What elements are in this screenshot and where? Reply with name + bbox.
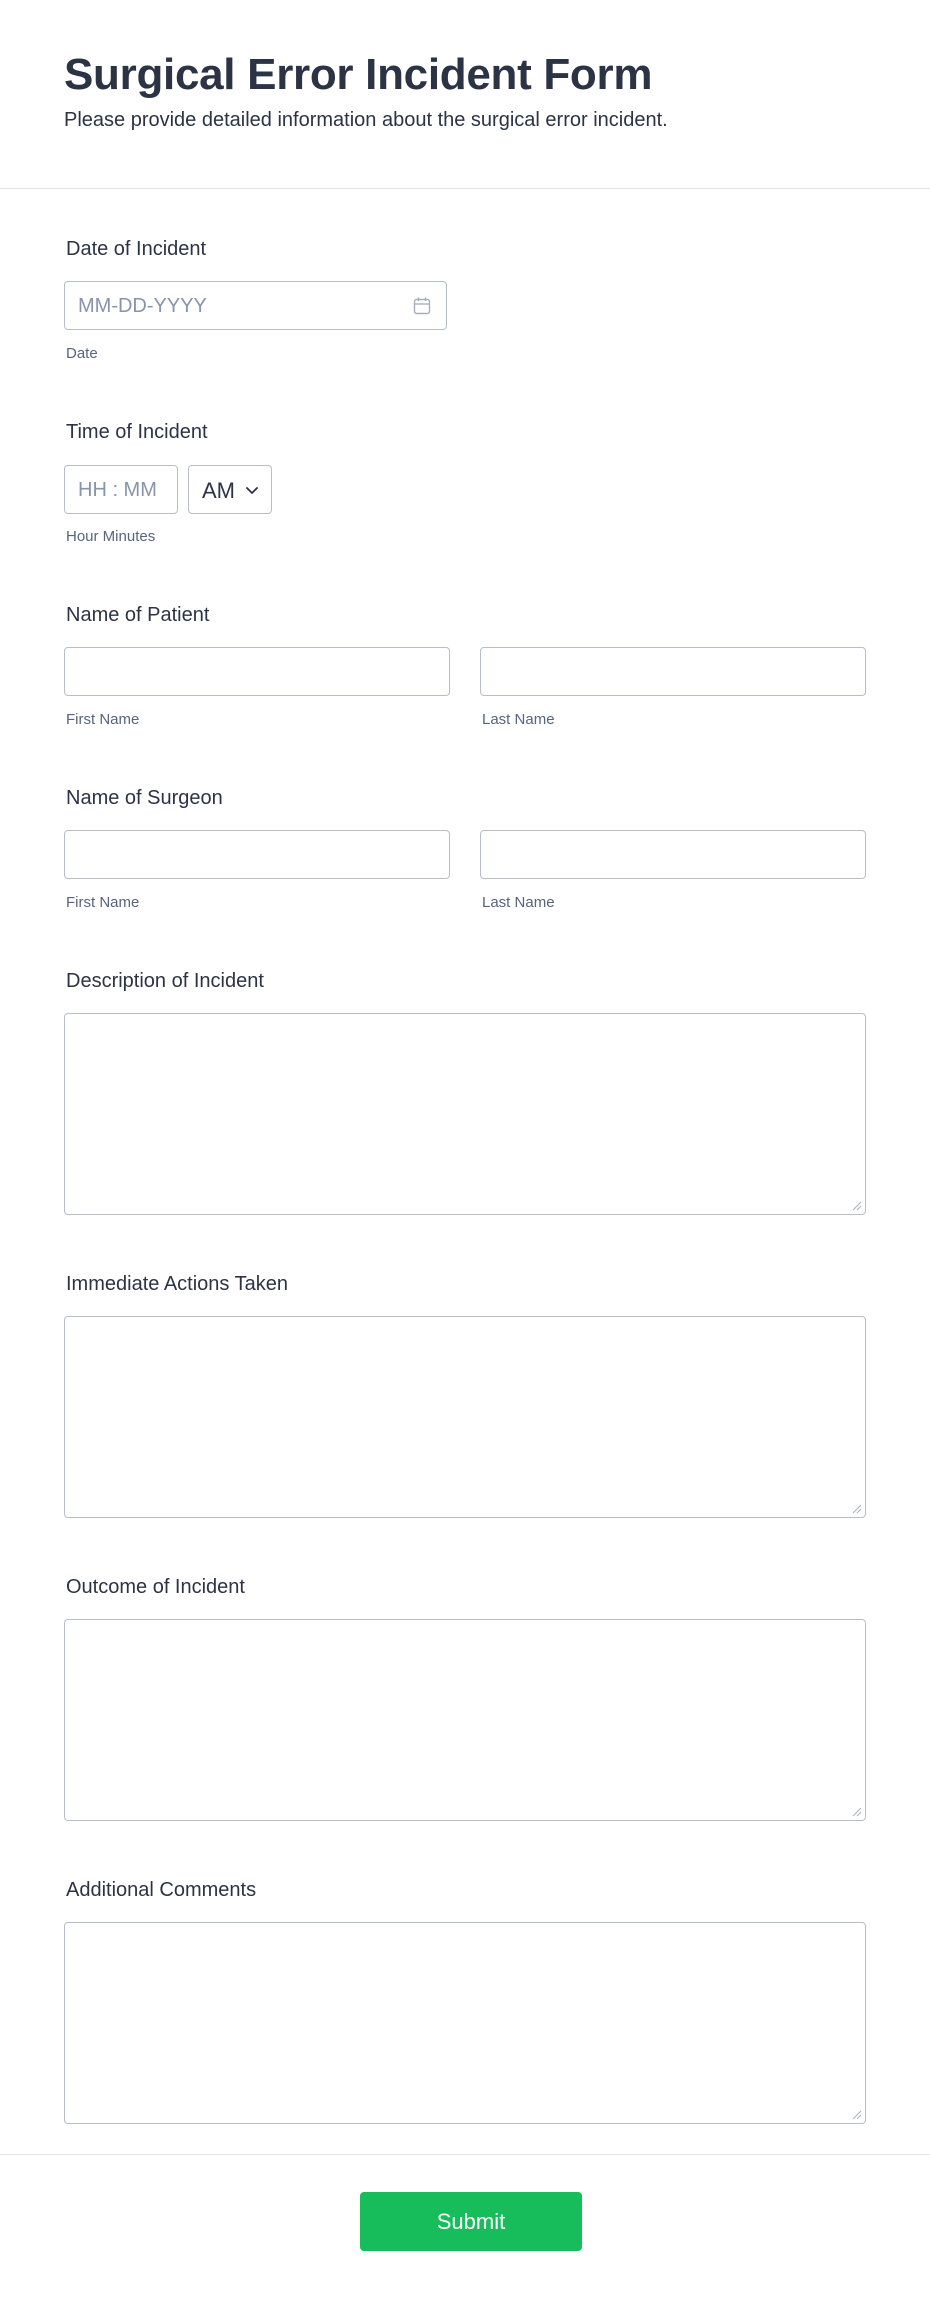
additional-comments-label: Additional Comments bbox=[66, 1879, 257, 1901]
patient-first-name-input[interactable] bbox=[64, 647, 450, 696]
patient-first-name-sublabel: First Name bbox=[66, 711, 140, 728]
calendar-icon[interactable] bbox=[412, 296, 432, 316]
description-label: Description of Incident bbox=[66, 970, 264, 992]
ampm-select[interactable] bbox=[188, 465, 272, 514]
surgeon-name-label: Name of Surgeon bbox=[66, 787, 223, 809]
ampm-value: AM bbox=[202, 478, 235, 503]
surgeon-last-name-input[interactable] bbox=[480, 830, 866, 879]
time-placeholder: HH : MM bbox=[78, 479, 157, 501]
surgeon-first-name-input[interactable] bbox=[64, 830, 450, 879]
date-input[interactable] bbox=[64, 281, 447, 330]
form-subtitle: Please provide detailed information about the surgical error incident. bbox=[64, 109, 668, 131]
outcome-label: Outcome of Incident bbox=[66, 1576, 245, 1598]
time-input[interactable] bbox=[64, 465, 178, 514]
resize-handle-icon[interactable] bbox=[852, 2110, 862, 2120]
additional-comments-textarea[interactable] bbox=[64, 1922, 866, 2124]
outcome-textarea[interactable] bbox=[64, 1619, 866, 1821]
patient-last-name-sublabel: Last Name bbox=[482, 711, 555, 728]
date-of-incident-label: Date of Incident bbox=[66, 238, 207, 260]
surgeon-first-name-sublabel: First Name bbox=[66, 894, 140, 911]
resize-handle-icon[interactable] bbox=[852, 1201, 862, 1211]
form-title: Surgical Error Incident Form bbox=[64, 50, 653, 99]
description-textarea[interactable] bbox=[64, 1013, 866, 1215]
form-footer bbox=[0, 2154, 930, 2300]
time-sublabel: Hour Minutes bbox=[66, 528, 156, 545]
resize-handle-icon[interactable] bbox=[852, 1504, 862, 1514]
submit-button[interactable]: Submit bbox=[360, 2192, 582, 2251]
resize-handle-icon[interactable] bbox=[852, 1807, 862, 1817]
immediate-actions-textarea[interactable] bbox=[64, 1316, 866, 1518]
patient-name-label: Name of Patient bbox=[66, 604, 210, 626]
surgeon-last-name-sublabel: Last Name bbox=[482, 894, 555, 911]
date-sublabel: Date bbox=[66, 345, 98, 362]
date-placeholder: MM-DD-YYYY bbox=[78, 295, 207, 317]
patient-last-name-input[interactable] bbox=[480, 647, 866, 696]
time-of-incident-label: Time of Incident bbox=[66, 421, 208, 443]
form-header bbox=[0, 0, 930, 189]
immediate-actions-label: Immediate Actions Taken bbox=[66, 1273, 288, 1295]
chevron-down-icon bbox=[245, 483, 259, 497]
